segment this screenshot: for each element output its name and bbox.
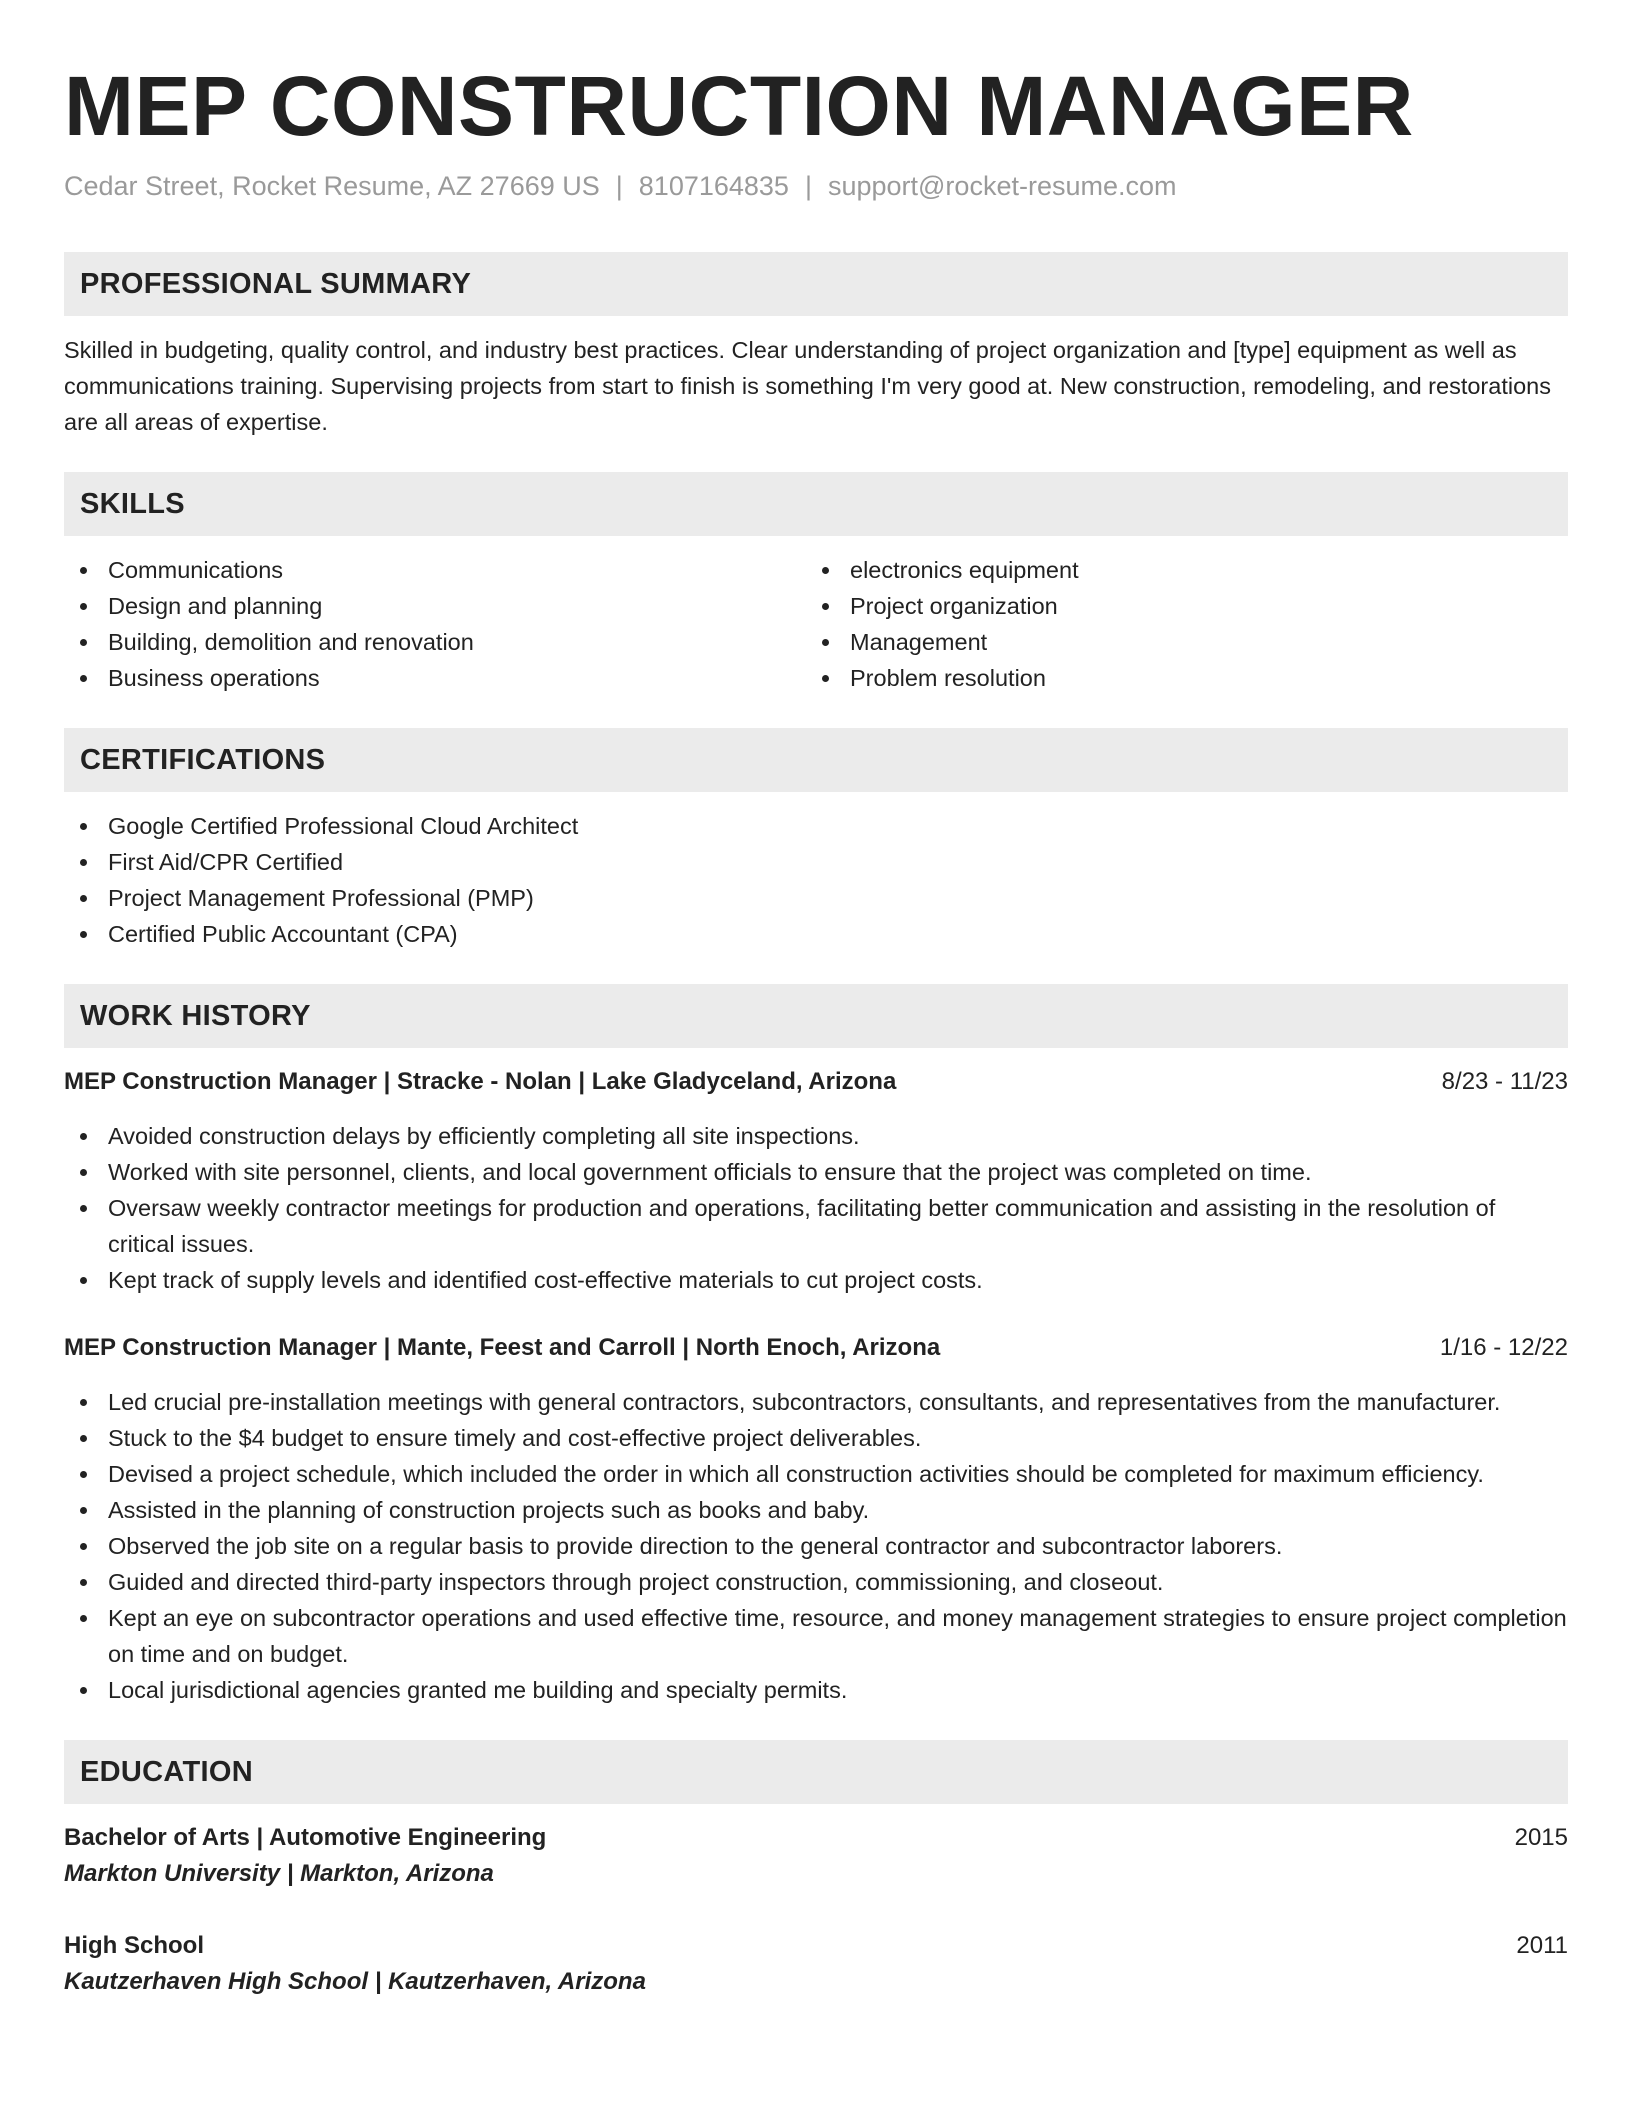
education-school: Markton University | Markton, Arizona xyxy=(64,1860,494,1887)
skills-list-left xyxy=(64,552,806,696)
education-entry xyxy=(64,1820,1568,1892)
list-item: Led crucial pre-installation meetings with general contractors, subcontractors, consultants, and representatives from the manufacturer. xyxy=(64,1384,1568,1420)
list-item: Worked with site personnel, clients, and local government officials to ensure that the project was completed on time. xyxy=(64,1154,1568,1190)
list-item: Stuck to the $4 budget to ensure timely and cost-effective project deliverables. xyxy=(64,1420,1568,1456)
list-item: Google Certified Professional Cloud Architect xyxy=(64,808,1568,844)
resume-page xyxy=(64,56,1568,2000)
list-item: Project Management Professional (PMP) xyxy=(64,880,1568,916)
contact-separator: | xyxy=(615,171,623,201)
list-item: Business operations xyxy=(64,660,806,696)
list-item: Devised a project schedule, which included the order in which all construction activities should be completed for maximum efficiency. xyxy=(64,1456,1568,1492)
section-header-certifications: CERTIFICATIONS xyxy=(64,728,1568,792)
section-header-summary: PROFESSIONAL SUMMARY xyxy=(64,252,1568,316)
section-header-work-history: WORK HISTORY xyxy=(64,984,1568,1048)
list-item: Kept track of supply levels and identified cost-effective materials to cut project costs. xyxy=(64,1262,1568,1298)
job-dates: 1/16 - 12/22 xyxy=(1439,1334,1568,1361)
job-title: MEP Construction Manager | Stracke - Nolan | Lake Gladyceland, Arizona xyxy=(64,1068,897,1095)
list-item: Design and planning xyxy=(64,588,806,624)
section-header-skills: SKILLS xyxy=(64,472,1568,536)
list-item: Project organization xyxy=(806,588,1548,624)
contact-separator: | xyxy=(804,171,812,201)
education-degree: High School xyxy=(64,1932,204,1959)
list-item: electronics equipment xyxy=(806,552,1548,588)
skills-columns xyxy=(64,552,1568,696)
list-item: First Aid/CPR Certified xyxy=(64,844,1568,880)
job-dates: 8/23 - 11/23 xyxy=(1441,1068,1568,1095)
education-header xyxy=(64,1928,1568,1964)
job-header xyxy=(64,1064,1568,1100)
job-header xyxy=(64,1330,1568,1366)
contact-email: support@rocket-resume.com xyxy=(827,171,1177,201)
list-item: Communications xyxy=(64,552,806,588)
education-school: Kautzerhaven High School | Kautzerhaven, Arizona xyxy=(64,1968,646,1995)
list-item: Oversaw weekly contractor meetings for production and operations, facilitating better communication and assisting in the resolution of critical issues. xyxy=(64,1190,1568,1262)
list-item: Avoided construction delays by efficiently completing all site inspections. xyxy=(64,1118,1568,1154)
list-item: Observed the job site on a regular basis to provide direction to the general contractor and subcontractor laborers. xyxy=(64,1528,1568,1564)
education-year: 2015 xyxy=(1514,1824,1568,1851)
certifications-list xyxy=(64,808,1568,952)
education-header xyxy=(64,1820,1568,1856)
list-item: Guided and directed third-party inspectors through project construction, commissioning, and closeout. xyxy=(64,1564,1568,1600)
list-item: Kept an eye on subcontractor operations and used effective time, resource, and money management strategies to ensure project completion on time and on budget. xyxy=(64,1600,1568,1672)
job-bullets xyxy=(64,1118,1568,1298)
list-item: Building, demolition and renovation xyxy=(64,624,806,660)
section-header-education: EDUCATION xyxy=(64,1740,1568,1804)
list-item: Certified Public Accountant (CPA) xyxy=(64,916,1568,952)
list-item: Assisted in the planning of construction projects such as books and baby. xyxy=(64,1492,1568,1528)
summary-text: Skilled in budgeting, quality control, and industry best practices. Clear understanding of project organization and [type] equipment as well as communications training. Supervising projects from start to finish is something I'm very good at. New construction, remodeling, and restorations are all areas of expertise. xyxy=(64,337,1551,435)
education-year: 2011 xyxy=(1516,1932,1568,1959)
list-item: Management xyxy=(806,624,1548,660)
list-item: Local jurisdictional agencies granted me building and specialty permits. xyxy=(64,1672,1568,1708)
contact-line xyxy=(64,168,1568,204)
education-degree: Bachelor of Arts | Automotive Engineering xyxy=(64,1824,547,1851)
skills-list-right xyxy=(806,552,1548,696)
candidate-name: MEP CONSTRUCTION MANAGER xyxy=(64,59,1414,153)
job-entry xyxy=(64,1064,1568,1298)
education-entry xyxy=(64,1928,1568,2000)
contact-phone: 8107164835 xyxy=(638,171,789,201)
job-bullets xyxy=(64,1384,1568,1708)
job-entry xyxy=(64,1330,1568,1708)
list-item: Problem resolution xyxy=(806,660,1548,696)
contact-address: Cedar Street, Rocket Resume, AZ 27669 US xyxy=(64,171,600,201)
job-title: MEP Construction Manager | Mante, Feest and Carroll | North Enoch, Arizona xyxy=(64,1334,941,1361)
